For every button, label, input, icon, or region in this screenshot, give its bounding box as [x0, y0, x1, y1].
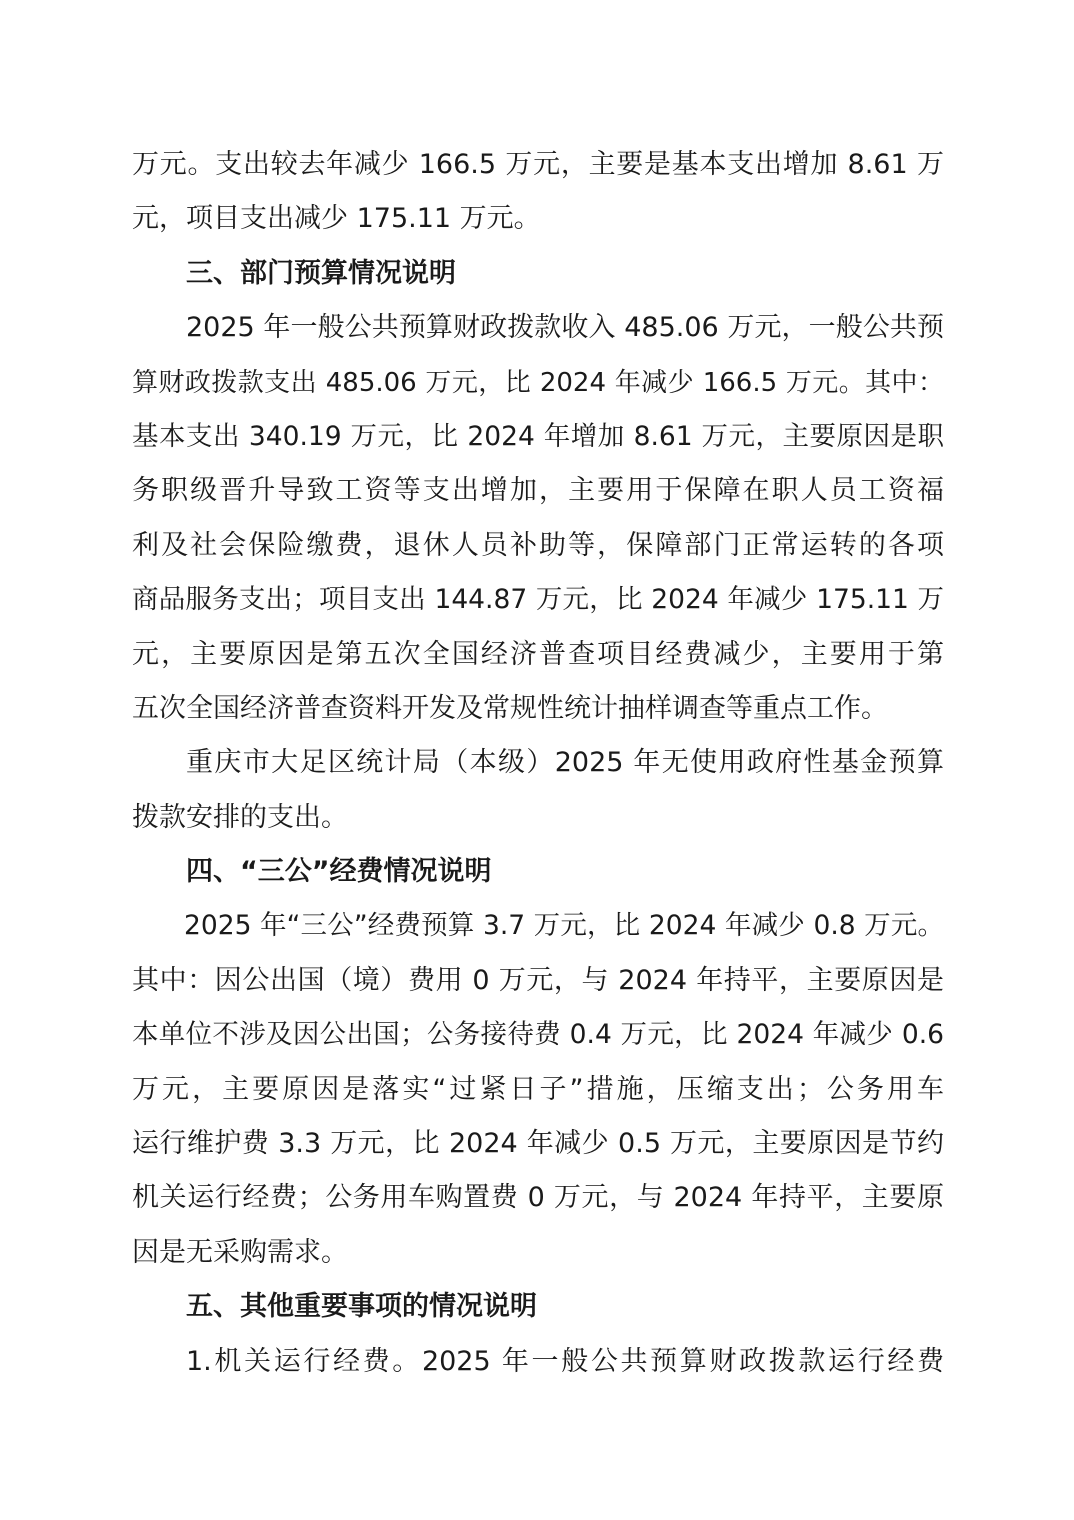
- heading-text: 四、“三公”经费情况说明: [186, 856, 492, 888]
- text-line: 2025 年一般公共预算财政拨款收入 485.06 万元，一般公共预: [186, 312, 944, 344]
- heading-text: 三、部门预算情况说明: [186, 257, 456, 289]
- section-heading-three-public-expenses: [132, 845, 944, 899]
- text-line: 2025 年“三公”经费预算 3.7 万元，比 2024 年减少 0.8 万元。: [184, 910, 944, 942]
- text-line: 元，项目支出减少 175.11 万元。: [132, 203, 541, 235]
- text-line: 务职级晋升导致工资等支出增加，主要用于保障在职人员工资福: [132, 475, 944, 507]
- paragraph-three-public-details: [132, 899, 944, 1280]
- text-line: 因是无采购需求。: [132, 1236, 348, 1268]
- paragraph-operating-expenses: [132, 1335, 944, 1389]
- text-line: 万元。支出较去年减少 166.5 万元，主要是基本支出增加 8.61 万: [132, 149, 944, 180]
- text-line: 五次全国经济普查资料开发及常规性统计抽样调查等重点工作。: [132, 692, 888, 724]
- text-line: 本单位不涉及因公出国；公务接待费 0.4 万元，比 2024 年减少 0.6: [132, 1019, 944, 1051]
- section-heading-other-matters: [132, 1280, 944, 1334]
- text-line: 算财政拨款支出 485.06 万元，比 2024 年减少 166.5 万元。其中：: [132, 367, 944, 398]
- heading-text: 五、其他重要事项的情况说明: [186, 1291, 537, 1323]
- paragraph-government-fund: [132, 736, 944, 845]
- text-line: 万元，主要原因是落实“过紧日子”措施，压缩支出；公务用车: [132, 1073, 944, 1105]
- text-line: 机关运行经费；公务用车购置费 0 万元，与 2024 年持平，主要原: [132, 1182, 944, 1214]
- text-line: 商品服务支出；项目支出 144.87 万元，比 2024 年减少 175.11 万: [132, 584, 944, 616]
- section-heading-department-budget: [132, 247, 944, 301]
- text-line: 拨款安排的支出。: [132, 801, 348, 833]
- text-line: 重庆市大足区统计局（本级）2025 年无使用政府性基金预算: [186, 747, 944, 779]
- paragraph-expense-summary: [132, 138, 944, 247]
- text-line: 运行维护费 3.3 万元，比 2024 年减少 0.5 万元，主要原因是节约: [132, 1128, 944, 1160]
- text-line: 利及社会保险缴费，退休人员补助等，保障部门正常运转的各项: [132, 529, 944, 561]
- text-line: 元，主要原因是第五次全国经济普查项目经费减少，主要用于第: [132, 638, 944, 670]
- text-line: 基本支出 340.19 万元，比 2024 年增加 8.61 万元，主要原因是职: [132, 420, 944, 452]
- text-line: 1.机关运行经费。2025 年一般公共预算财政拨款运行经费: [186, 1345, 944, 1377]
- document-page: [132, 138, 944, 1389]
- paragraph-budget-details: [132, 301, 944, 736]
- text-line: 其中：因公出国（境）费用 0 万元，与 2024 年持平，主要原因是: [132, 964, 944, 996]
